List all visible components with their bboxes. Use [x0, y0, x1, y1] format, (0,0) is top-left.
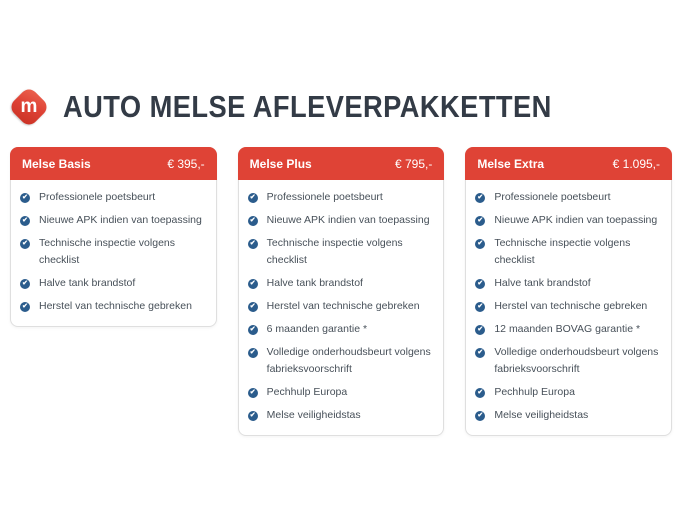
check-icon: ✔: [248, 239, 258, 249]
feature-label: Halve tank brandstof: [494, 277, 591, 289]
check-icon: ✔: [475, 279, 485, 289]
check-icon: ✔: [20, 216, 30, 226]
package-price: € 395,-: [167, 156, 205, 171]
feature-list: [11, 180, 216, 326]
check-icon: ✔: [248, 193, 258, 203]
feature-label: Melse veiligheidstas: [494, 409, 589, 421]
page-title: AUTO MELSE AFLEVERPAKKETTEN: [63, 89, 552, 124]
check-icon: ✔: [475, 348, 485, 358]
check-icon: ✔: [248, 302, 258, 312]
feature-label: Halve tank brandstof: [266, 277, 363, 289]
list-item: [239, 295, 436, 318]
list-item: [466, 209, 663, 232]
list-item: [11, 295, 208, 318]
feature-label: Melse veiligheidstas: [266, 409, 361, 421]
check-icon: ✔: [475, 302, 485, 312]
package-card-header: [465, 147, 672, 180]
package-cards: [0, 128, 685, 436]
list-item: [466, 295, 663, 318]
list-item: [239, 341, 436, 381]
check-icon: ✔: [248, 388, 258, 398]
feature-list: [239, 180, 444, 435]
list-item: [11, 272, 208, 295]
package-price: € 1.095,-: [612, 156, 661, 171]
list-item: [11, 186, 208, 209]
check-icon: ✔: [248, 216, 258, 226]
list-item: [239, 318, 436, 341]
package-card-basis: [10, 147, 217, 327]
list-item: [466, 232, 663, 272]
check-icon: ✔: [20, 239, 30, 249]
feature-label: Herstel van technische gebreken: [39, 300, 192, 312]
feature-label: Herstel van technische gebreken: [266, 300, 420, 312]
feature-label: Technische inspectie volgens checklist: [494, 237, 631, 266]
feature-label: Professionele poetsbeurt: [494, 191, 611, 203]
list-item: [466, 318, 663, 341]
check-icon: ✔: [475, 388, 485, 398]
feature-label: Technische inspectie volgens checklist: [266, 237, 403, 266]
feature-label: Professionele poetsbeurt: [39, 191, 156, 203]
melse-logo-letter: m: [20, 95, 38, 117]
feature-label: Herstel van technische gebreken: [494, 300, 648, 312]
check-icon: ✔: [475, 325, 485, 335]
page-header: [0, 0, 685, 128]
feature-list: [466, 180, 671, 435]
package-card-extra: [465, 147, 672, 436]
check-icon: ✔: [475, 216, 485, 226]
list-item: [11, 209, 208, 232]
feature-label: Volledige onderhoudsbeurt volgens fabrieksvoorschrift: [266, 346, 431, 375]
list-item: [466, 186, 663, 209]
feature-label: Professionele poetsbeurt: [266, 191, 383, 203]
package-name: Melse Extra: [477, 156, 545, 171]
list-item: [239, 381, 436, 404]
list-item: [466, 272, 663, 295]
check-icon: ✔: [248, 325, 258, 335]
package-card-header: [238, 147, 445, 180]
list-item: [466, 381, 663, 404]
feature-label: Nieuwe APK indien van toepassing: [494, 214, 658, 226]
list-item: [239, 232, 436, 272]
check-icon: ✔: [20, 193, 30, 203]
package-card-plus: [238, 147, 445, 436]
list-item: [466, 404, 663, 427]
feature-label: Technische inspectie volgens checklist: [39, 237, 175, 266]
list-item: [239, 272, 436, 295]
check-icon: ✔: [248, 348, 258, 358]
feature-label: 6 maanden garantie *: [266, 323, 368, 335]
check-icon: ✔: [20, 302, 30, 312]
list-item: [239, 404, 436, 427]
melse-logo-diamond: [8, 86, 50, 128]
feature-label: Volledige onderhoudsbeurt volgens fabrieksvoorschrift: [494, 346, 659, 375]
list-item: [11, 232, 208, 272]
package-name: Melse Basis: [22, 156, 91, 171]
check-icon: ✔: [248, 411, 258, 421]
melse-logo-icon: [9, 87, 49, 127]
check-icon: ✔: [20, 279, 30, 289]
check-icon: ✔: [475, 239, 485, 249]
package-price: € 795,-: [394, 156, 433, 171]
feature-label: 12 maanden BOVAG garantie *: [494, 323, 641, 335]
feature-label: Nieuwe APK indien van toepassing: [39, 214, 202, 226]
check-icon: ✔: [475, 193, 485, 203]
package-name: Melse Plus: [249, 156, 312, 171]
list-item: [239, 186, 436, 209]
feature-label: Nieuwe APK indien van toepassing: [266, 214, 430, 226]
feature-label: Pechhulp Europa: [266, 386, 348, 398]
list-item: [239, 209, 436, 232]
list-item: [466, 341, 663, 381]
check-icon: ✔: [475, 411, 485, 421]
feature-label: Pechhulp Europa: [494, 386, 575, 398]
check-icon: ✔: [248, 279, 258, 289]
package-card-header: [10, 147, 217, 180]
feature-label: Halve tank brandstof: [39, 277, 136, 289]
